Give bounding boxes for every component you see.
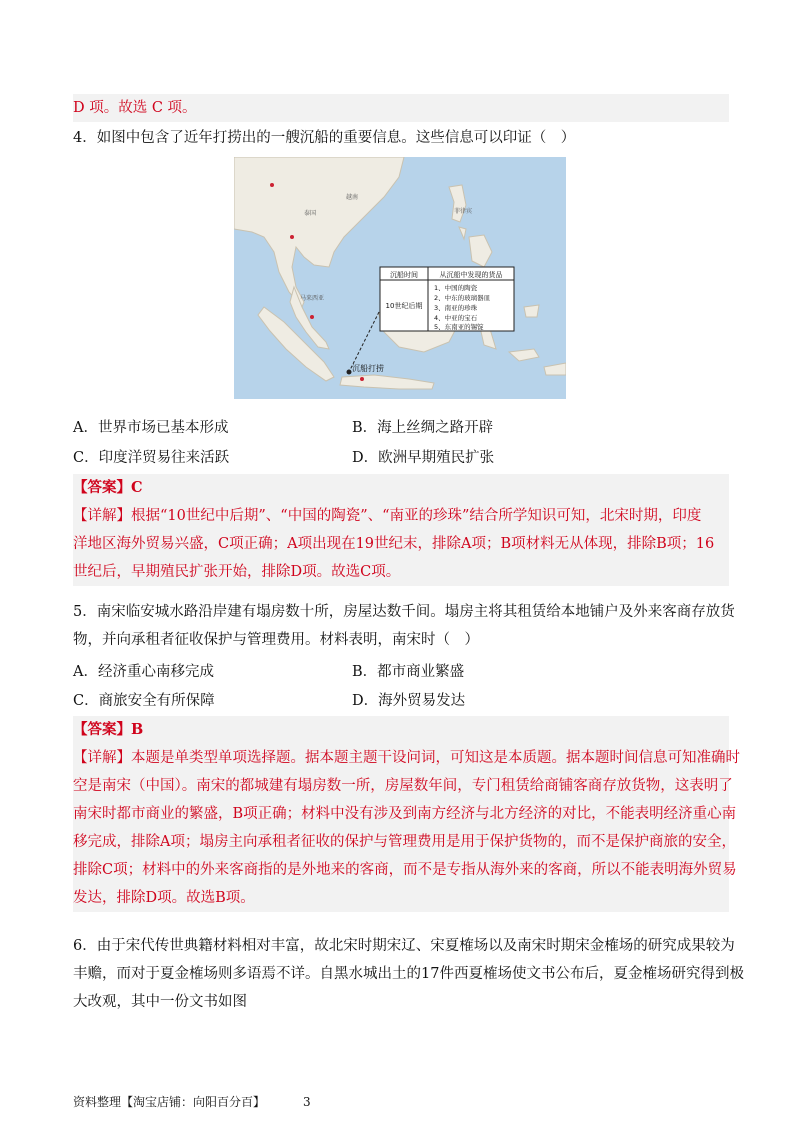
question-4-option-b: B．海上丝绸之路开辟 [352, 420, 494, 436]
question-5-detail-line: 移完成，排除A项；塌房主向承租者征收的保护与管理费用是用于保护货物的，而不是保护商旅的安全， [73, 834, 736, 850]
table-time-value: 10世纪后期 [385, 302, 423, 310]
map-label-philippines: 菲律宾 [454, 208, 473, 215]
question-5-detail-line: 发达，排除D项。故选B项。 [73, 890, 255, 906]
question-6-stem-line: 6．由于宋代传世典籍材料相对丰富，故北宋时期宋辽、宋夏榷场以及南宋时期宋金榷场的研究成果较为 [73, 938, 735, 954]
question-4-options-row-1 [73, 414, 729, 442]
city-dot [290, 235, 294, 239]
question-4-answer-block [73, 474, 729, 586]
question-6-stem-line: 丰赡，而对于夏金榷场则多语焉不详。自黑水城出土的17件西夏榷场使文书公布后，夏金榷场研究得到极 [73, 966, 744, 982]
question-4-detail-line: 洋地区海外贸易兴盛，C项正确；A项出现在19世纪末，排除A项；B项材料无从体现，排除B项；16 [73, 536, 715, 552]
table-goods-item: 3、南亚的珍珠 [434, 304, 478, 312]
city-dot [310, 315, 314, 319]
question-4-answer: 【答案】C [73, 479, 143, 496]
question-5-detail-line: 排除C项；材料中的外来客商指的是外地来的客商，而不是专指从海外来的客商，所以不能表明海外贸易 [73, 862, 737, 878]
question-6-stem-line: 大改观，其中一份文书如图 [73, 994, 247, 1010]
question-4-option-d: D．欧洲早期殖民扩张 [352, 450, 495, 466]
previous-answer-tail-text: D 项。故选 C 项。 [73, 100, 197, 116]
shipwreck-map [234, 157, 566, 399]
question-5-answer-block [73, 716, 740, 912]
table-header-time: 沉船时间 [390, 271, 418, 279]
question-5-detail-line: 【详解】本题是单类型单项选择题。据本题主题干设问词，可知这是本质题。据本题时间信息可知准确时 [73, 750, 740, 766]
question-4-stem-text: 4．如图中包含了近年打捞出的一艘沉船的重要信息。这些信息可以印证（ ） [73, 130, 576, 146]
question-5-detail-line: 空是南宋（中国）。南宋的都城建有塌房数一所，房屋数年间，专门租赁给商铺客商存放货物，这表明了 [73, 778, 733, 794]
map-label-malaysia: 马来西亚 [300, 295, 325, 302]
question-4-detail-line: 世纪后，早期殖民扩张开始，排除D项。故选C项。 [73, 564, 401, 580]
question-4-option-a: A．世界市场已基本形成 [73, 420, 229, 436]
question-5-stem-line: 物，并向承租者征收保护与管理费用。材料表明，南宋时（ ） [73, 632, 479, 648]
question-5-stem-line: 5．南宋临安城水路沿岸建有塌房数十所，房屋达数千间。塌房主将其租赁给本地铺户及外来客商存放货 [73, 604, 735, 620]
question-5-option-b: B．都市商业繁盛 [352, 664, 465, 680]
question-5-option-a: A．经济重心南移完成 [73, 664, 214, 680]
salvage-label: 沉船打捞 [352, 364, 384, 373]
question-4-option-c: C．印度洋贸易往来活跃 [73, 450, 230, 466]
table-goods-item: 4、中亚的宝石 [434, 314, 478, 322]
question-5-options-row-1 [73, 658, 729, 686]
map-label-thailand: 泰国 [304, 210, 317, 217]
table-header-goods: 从沉船中发现的货品 [439, 271, 503, 279]
page-footer [73, 1094, 311, 1110]
question-4-detail-line: 【详解】根据“10世纪中后期”、“中国的陶瓷”、“南亚的珍珠”结合所学知识可知，北宋时期，印度 [73, 508, 702, 524]
table-goods-item: 2、中东的玻璃器皿 [434, 294, 491, 302]
city-dot [270, 183, 274, 187]
question-5-option-d: D．海外贸易发达 [352, 693, 466, 709]
question-5-option-c: C．商旅安全有所保障 [73, 693, 215, 709]
previous-answer-tail [73, 94, 729, 122]
table-goods-item: 1、中国的陶瓷 [434, 284, 478, 292]
question-4-options-row-2 [73, 444, 729, 472]
shipwreck-info-table [380, 267, 514, 331]
question-5-stem [73, 598, 735, 654]
shipwreck-map-svg [234, 157, 566, 399]
question-5-detail-line: 南宋时都市商业的繁盛，B项正确；材料中没有涉及到南方经济与北方经济的对比，不能表明经济重心南 [73, 806, 737, 822]
wreck-site-marker [347, 370, 352, 375]
question-4-stem [73, 124, 729, 152]
city-dot [360, 377, 364, 381]
page-number: 3 [303, 1095, 311, 1109]
footer-source: 资料整理【淘宝店铺：向阳百分百】 [73, 1095, 266, 1109]
question-5-options-row-2 [73, 687, 729, 715]
question-5-answer: 【答案】B [73, 721, 144, 738]
table-goods-item: 5、东南亚的锡锭 [434, 323, 484, 331]
question-6-stem [73, 932, 744, 1016]
map-label-vietnam: 越南 [346, 194, 359, 201]
